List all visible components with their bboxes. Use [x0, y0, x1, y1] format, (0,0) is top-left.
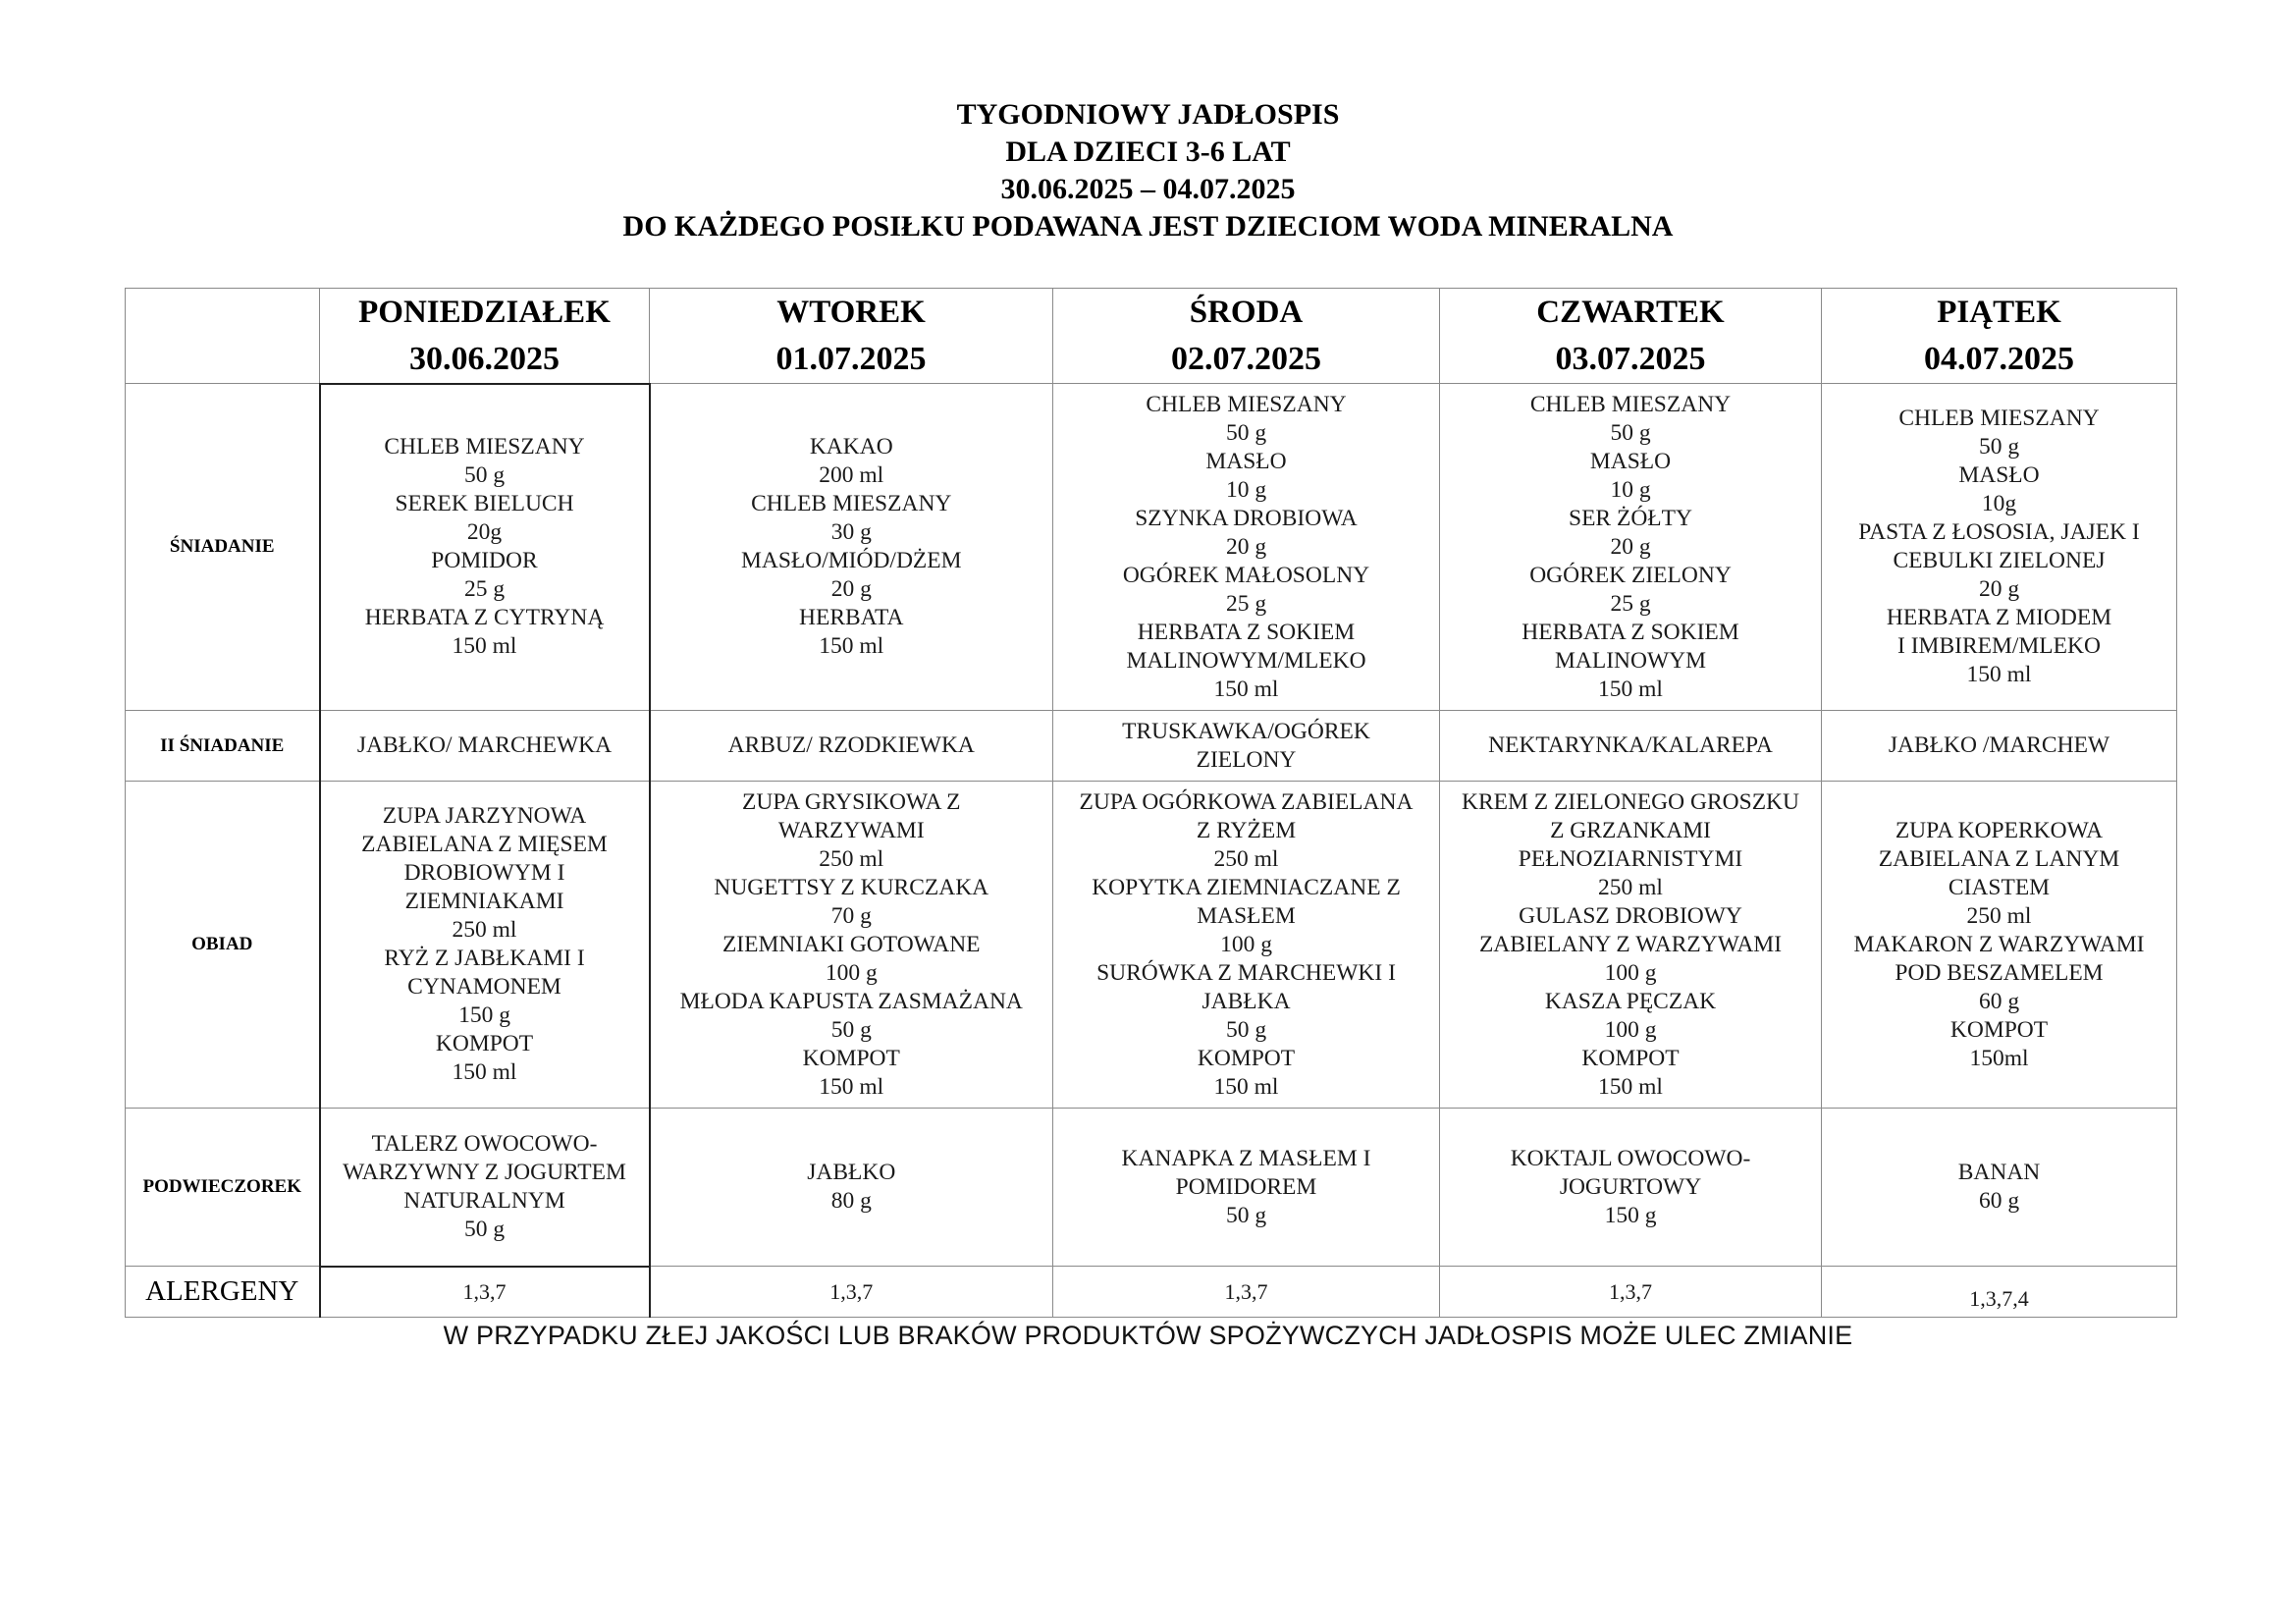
day-date: 02.07.2025	[1171, 341, 1321, 377]
menu-line: ZUPA JARZYNOWA	[382, 803, 587, 829]
menu-cell	[650, 384, 1053, 711]
menu-line: NEKTARYNKA/KALAREPA	[1488, 732, 1773, 758]
menu-line: 250 ml	[452, 917, 517, 943]
menu-line: 150 ml	[1213, 676, 1279, 702]
menu-line: 50 g	[1225, 419, 1267, 446]
menu-line: CHLEB MIESZANY	[1898, 406, 2100, 431]
menu-line: CEBULKI ZIELONEJ	[1893, 548, 2106, 573]
corner-cell	[126, 289, 320, 384]
menu-cell	[320, 711, 650, 782]
menu-cell	[1822, 711, 2177, 782]
menu-line: WARZYWAMI	[777, 817, 925, 843]
menu-cell	[1053, 711, 1440, 782]
menu-line: 150 ml	[1213, 1073, 1279, 1100]
day-header	[650, 289, 1053, 384]
day-header	[1053, 289, 1440, 384]
menu-line: KANAPKA Z MASŁEM I	[1121, 1145, 1371, 1171]
day-date: 03.07.2025	[1555, 341, 1706, 377]
meal-label: ŚNIADANIE	[126, 384, 320, 711]
menu-line: 100 g	[1604, 1016, 1657, 1043]
menu-line: 150ml	[1969, 1045, 2029, 1071]
menu-line: 100 g	[1220, 931, 1272, 957]
menu-cell	[1440, 1109, 1822, 1267]
menu-line: MASŁO	[1958, 462, 2040, 488]
menu-line: SURÓWKA Z MARCHEWKI I	[1096, 959, 1396, 986]
day-date: 04.07.2025	[1924, 341, 2074, 377]
menu-cell	[1053, 782, 1440, 1109]
menu-line: MAKARON Z WARZYWAMI	[1853, 931, 2145, 957]
menu-cell	[320, 782, 650, 1109]
menu-line: NATURALNYM	[403, 1187, 565, 1214]
menu-line: GULASZ DROBIOWY	[1519, 902, 1742, 929]
menu-line: 10 g	[1225, 476, 1267, 503]
menu-line: NUGETTSY Z KURCZAKA	[714, 874, 989, 900]
menu-cell	[1822, 1109, 2177, 1267]
menu-line: 20 g	[830, 576, 872, 602]
menu-line: 50 g	[1225, 1202, 1267, 1228]
meal-row-ii-sniadanie	[126, 711, 2177, 782]
menu-header	[0, 96, 2296, 245]
menu-line: ZABIELANA Z LANYM	[1878, 845, 2120, 872]
menu-line: ZIEMNIAKI GOTOWANE	[721, 931, 981, 957]
allergen-row	[126, 1267, 2177, 1318]
menu-line: 250 ml	[1598, 874, 1663, 900]
day-name: CZWARTEK	[1536, 295, 1725, 330]
menu-line: ZABIELANY Z WARZYWAMI	[1478, 931, 1783, 957]
menu-line: 150 ml	[1966, 662, 2032, 687]
menu-line: JABŁKO /MARCHEW	[1888, 732, 2110, 758]
menu-cell	[320, 384, 650, 711]
menu-line: 150 ml	[1598, 1073, 1663, 1100]
menu-line: 150 g	[458, 1002, 510, 1028]
menu-line: 25 g	[463, 576, 506, 603]
menu-line: Z GRZANKAMI	[1550, 817, 1711, 843]
menu-line: HERBATA	[799, 605, 904, 630]
menu-line: CHLEB MIESZANY	[1146, 391, 1347, 417]
menu-line: OGÓREK MAŁOSOLNY	[1122, 562, 1370, 588]
menu-line: ZIEMNIAKAMI	[404, 889, 564, 914]
menu-line: 250 ml	[1213, 845, 1279, 872]
meal-label: II ŚNIADANIE	[126, 711, 320, 782]
menu-line: CHLEB MIESZANY	[751, 491, 952, 516]
menu-line: HERBATA Z MIODEM	[1886, 605, 2112, 630]
menu-line: RYŻ Z JABŁKAMI I	[384, 946, 585, 971]
menu-line: 50 g	[830, 1016, 872, 1043]
menu-line: KOMPOT	[1581, 1045, 1680, 1071]
day-header	[1440, 289, 1822, 384]
allergen-cell: 1,3,7	[320, 1267, 650, 1318]
menu-line: MALINOWYM	[1554, 647, 1707, 674]
menu-line: SZYNKA DROBIOWA	[1135, 505, 1358, 531]
menu-line: 25 g	[1225, 590, 1267, 617]
menu-line: 100 g	[825, 959, 878, 986]
meal-label: OBIAD	[126, 782, 320, 1109]
water-note: DO KAŻDEGO POSIŁKU PODAWANA JEST DZIECIOM WODA MINERALNA	[622, 210, 1674, 243]
day-name: PONIEDZIAŁEK	[358, 294, 611, 330]
day-header-row	[126, 289, 2177, 384]
menu-line: PEŁNOZIARNISTYMI	[1518, 845, 1743, 872]
allergen-cell: 1,3,7,4	[1822, 1267, 2177, 1318]
menu-cell	[1053, 1109, 1440, 1267]
menu-line: 20 g	[1225, 533, 1267, 560]
menu-line: KOMPOT	[1197, 1045, 1296, 1071]
menu-line: KOPYTKA ZIEMNIACZANE Z	[1092, 874, 1401, 900]
menu-line: CHLEB MIESZANY	[1529, 391, 1732, 417]
menu-line: 250 ml	[1966, 902, 2032, 929]
menu-line: 10g	[1981, 491, 2017, 516]
meal-row-obiad	[126, 782, 2177, 1109]
menu-line: JABŁKO	[807, 1160, 896, 1185]
date-range: 30.06.2025 – 04.07.2025	[1000, 173, 1296, 205]
menu-line: 250 ml	[819, 845, 884, 872]
menu-line: CHLEB MIESZANY	[384, 434, 585, 460]
allergen-cell: 1,3,7	[1440, 1267, 1822, 1318]
menu-line: HERBATA Z CYTRYNĄ	[364, 605, 605, 631]
menu-line: 150 g	[1604, 1202, 1657, 1228]
menu-line: BANAN	[1957, 1160, 2041, 1185]
title: TYGODNIOWY JADŁOSPIS	[956, 98, 1340, 131]
menu-line: 150 ml	[819, 633, 884, 659]
menu-line: HERBATA Z SOKIEM	[1522, 619, 1739, 645]
menu-line: SEREK BIELUCH	[395, 491, 574, 517]
menu-line: 50 g	[1978, 434, 2020, 460]
menu-line: 25 g	[1610, 590, 1651, 617]
day-date: 30.06.2025	[409, 340, 560, 377]
menu-line: TALERZ OWOCOWO-	[371, 1130, 598, 1157]
menu-line: MASŁO	[1205, 448, 1287, 474]
menu-cell	[1822, 384, 2177, 711]
menu-line: 20 g	[1610, 533, 1651, 560]
menu-line: POD BESZAMELEM	[1895, 959, 2104, 986]
day-name: WTOREK	[776, 295, 926, 330]
menu-line: 10 g	[1610, 476, 1651, 503]
allergen-label: ALERGENY	[126, 1267, 320, 1318]
menu-cell	[650, 1109, 1053, 1267]
menu-cell	[1440, 384, 1822, 711]
allergen-cell: 1,3,7	[1053, 1267, 1440, 1318]
menu-line: 150 ml	[819, 1073, 884, 1100]
menu-line: 20 g	[1978, 576, 2020, 602]
day-name: PIĄTEK	[1937, 295, 2061, 330]
menu-cell	[650, 711, 1053, 782]
menu-line: DROBIOWYM I	[403, 860, 565, 886]
menu-line: SER ŻÓŁTY	[1569, 505, 1692, 531]
menu-line: TRUSKAWKA/OGÓREK	[1122, 718, 1370, 744]
footer-note: W PRZYPADKU ZŁEJ JAKOŚCI LUB BRAKÓW PRODUKTÓW SPOŻYWCZYCH JADŁOSPIS MOŻE ULEC ZMIANIE	[443, 1321, 1853, 1350]
menu-line: 50 g	[463, 1216, 506, 1242]
menu-line: WARZYWNY Z JOGURTEM	[343, 1159, 626, 1185]
menu-line: OGÓREK ZIELONY	[1529, 562, 1732, 588]
menu-line: MALINOWYM/MLEKO	[1126, 647, 1366, 674]
menu-line: 50 g	[463, 462, 506, 489]
menu-cell	[650, 782, 1053, 1109]
menu-line: ZABIELANA Z MIĘSEM	[361, 832, 608, 857]
menu-line: ARBUZ/ RZODKIEWKA	[727, 732, 975, 758]
menu-line: MASŁO	[1589, 448, 1672, 474]
menu-cell	[1440, 711, 1822, 782]
menu-line: 200 ml	[819, 462, 884, 488]
meal-row-podwieczorek	[126, 1109, 2177, 1267]
menu-line: JABŁKO/ MARCHEWKA	[356, 732, 613, 758]
menu-line: JOGURTOWY	[1559, 1173, 1702, 1200]
menu-line: 50 g	[1225, 1016, 1267, 1043]
menu-line: ZIELONY	[1196, 746, 1297, 773]
menu-line: JABŁKA	[1201, 988, 1291, 1014]
menu-line: 150 ml	[452, 1059, 517, 1085]
menu-line: KOMPOT	[1949, 1016, 2049, 1043]
menu-line: Z RYŻEM	[1196, 817, 1297, 843]
menu-line: MŁODA KAPUSTA ZASMAŻANA	[679, 988, 1023, 1014]
menu-line: KAKAO	[809, 434, 893, 460]
menu-table	[125, 288, 2177, 1318]
menu-line: 20g	[466, 519, 503, 546]
menu-line: 70 g	[830, 902, 872, 929]
menu-line: MASŁO/MIÓD/DŻEM	[740, 548, 962, 573]
menu-line: HERBATA Z SOKIEM	[1137, 619, 1356, 645]
menu-line: KASZA PĘCZAK	[1544, 988, 1717, 1014]
menu-cell	[1440, 782, 1822, 1109]
menu-line: KOKTAJL OWOCOWO-	[1510, 1145, 1751, 1171]
menu-line: POMIDOREM	[1175, 1173, 1317, 1200]
menu-line: 100 g	[1604, 959, 1657, 986]
menu-line: 60 g	[1978, 988, 2020, 1014]
menu-line: 60 g	[1978, 1188, 2020, 1214]
menu-line: 50 g	[1610, 419, 1651, 446]
menu-line: 30 g	[830, 519, 872, 545]
menu-line: KREM Z ZIELONEGO GROSZKU	[1462, 788, 1799, 815]
menu-line: 80 g	[830, 1188, 872, 1214]
meal-label: PODWIECZOREK	[126, 1109, 320, 1267]
menu-line: CYNAMONEM	[407, 974, 561, 1000]
menu-line: CIASTEM	[1948, 874, 2051, 900]
menu-line: 150 ml	[452, 633, 517, 660]
day-header	[320, 289, 650, 384]
meal-row-sniadanie	[126, 384, 2177, 711]
menu-line: ZUPA KOPERKOWA	[1895, 817, 2104, 843]
menu-line: POMIDOR	[431, 548, 538, 574]
menu-line: ZUPA OGÓRKOWA ZABIELANA	[1079, 788, 1414, 815]
menu-line: KOMPOT	[435, 1031, 534, 1056]
day-header	[1822, 289, 2177, 384]
menu-line: 150 ml	[1598, 676, 1663, 702]
menu-line: KOMPOT	[802, 1045, 900, 1071]
allergen-cell: 1,3,7	[650, 1267, 1053, 1318]
menu-line: ZUPA GRYSIKOWA Z	[742, 788, 961, 815]
menu-cell	[1053, 384, 1440, 711]
day-date: 01.07.2025	[775, 341, 927, 377]
menu-cell	[1822, 782, 2177, 1109]
subtitle-age: DLA DZIECI 3-6 LAT	[1005, 135, 1291, 168]
menu-cell	[320, 1109, 650, 1267]
day-name: ŚRODA	[1189, 295, 1304, 330]
menu-line: MASŁEM	[1197, 902, 1296, 929]
menu-line: I IMBIREM/MLEKO	[1897, 633, 2101, 659]
menu-line: PASTA Z ŁOSOSIA, JAJEK I	[1858, 519, 2140, 545]
